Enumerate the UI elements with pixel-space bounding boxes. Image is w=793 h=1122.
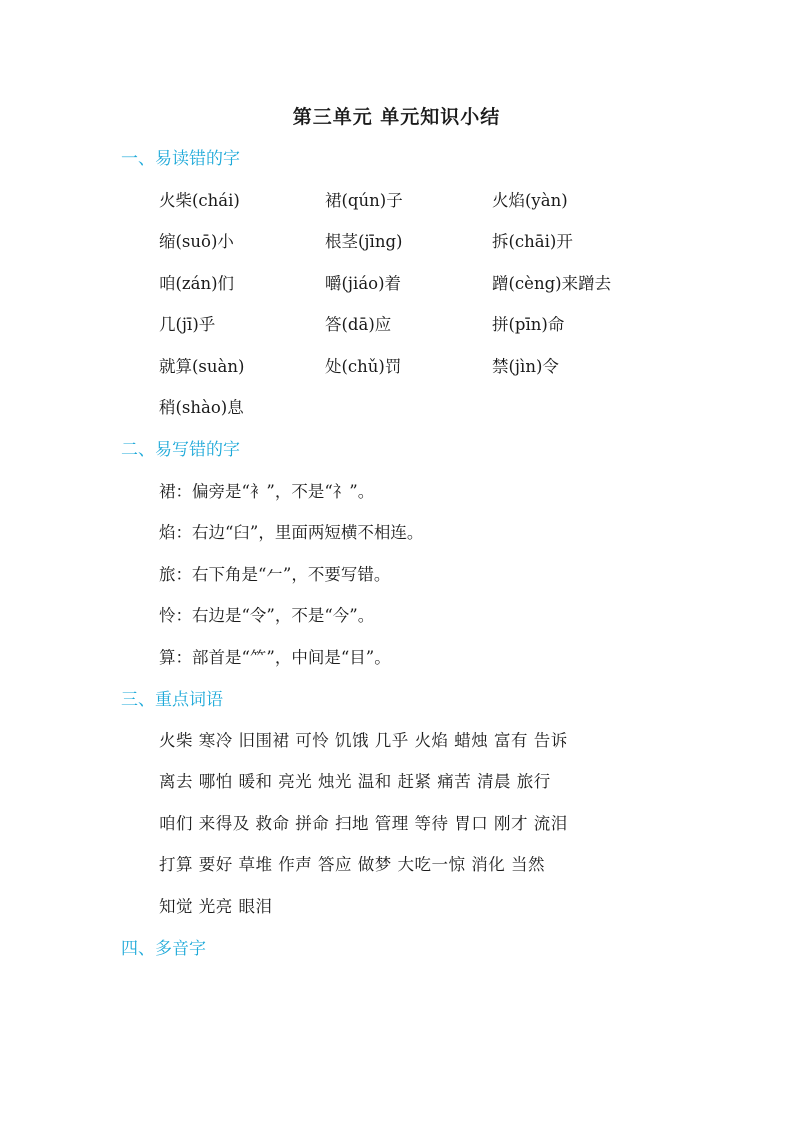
pinyin-item: 蹭(cèng)来蹭去 xyxy=(492,274,612,293)
pinyin-row xyxy=(159,271,719,297)
pinyin-item: 稍(shào)息 xyxy=(159,398,244,417)
word-list-line: 咱们 来得及 救命 拼命 扫地 管理 等待 胃口 刚才 流泪 xyxy=(159,814,568,833)
pinyin-row xyxy=(159,188,719,214)
section-heading-key-words: 三、重点词语 xyxy=(121,690,223,710)
section-heading-polyphonic: 四、多音字 xyxy=(121,939,206,959)
pinyin-item: 嚼(jiáo)着 xyxy=(325,274,402,293)
pinyin-item: 答(dā)应 xyxy=(325,315,392,334)
section-heading-miswritten: 二、易写错的字 xyxy=(121,440,240,460)
pinyin-item: 拆(chāi)开 xyxy=(492,232,573,251)
pinyin-item: 就算(suàn) xyxy=(159,357,245,376)
word-list-line: 知觉 光亮 眼泪 xyxy=(159,897,273,916)
word-list-line: 火柴 寒冷 旧围裙 可怜 饥饿 几乎 火焰 蜡烛 富有 告诉 xyxy=(159,731,568,750)
word-list-line: 离去 哪怕 暖和 亮光 烛光 温和 赶紧 痛苦 清晨 旅行 xyxy=(159,772,551,791)
page-title: 第三单元 单元知识小结 xyxy=(292,106,501,128)
pinyin-item: 拼(pīn)命 xyxy=(492,315,565,334)
pinyin-item: 火柴(chái) xyxy=(159,191,240,210)
pinyin-row xyxy=(159,312,719,338)
writing-note: 焰：右边“臼”，里面两短横不相连。 xyxy=(159,523,424,542)
pinyin-item: 咱(zán)们 xyxy=(159,274,235,293)
pinyin-item: 裙(qún)子 xyxy=(325,191,403,210)
pinyin-row xyxy=(159,354,719,380)
pinyin-item: 处(chǔ)罚 xyxy=(325,357,402,376)
writing-note: 算：部首是“⺮”，中间是“目”。 xyxy=(159,648,391,667)
writing-note: 裙：偏旁是“衤”，不是“礻”。 xyxy=(159,482,375,501)
pinyin-item: 火焰(yàn) xyxy=(492,191,568,210)
writing-note: 怜：右边是“令”，不是“今”。 xyxy=(159,606,375,625)
word-list-line: 打算 要好 草堆 作声 答应 做梦 大吃一惊 消化 当然 xyxy=(159,855,545,874)
pinyin-item: 根茎(jīng) xyxy=(325,232,403,251)
writing-note: 旅：右下角是“𠂉”，不要写错。 xyxy=(159,565,391,584)
pinyin-row xyxy=(159,395,719,421)
section-heading-misread: 一、易读错的字 xyxy=(121,149,240,169)
pinyin-item: 禁(jìn)令 xyxy=(492,357,559,376)
pinyin-item: 缩(suō)小 xyxy=(159,232,234,251)
pinyin-row xyxy=(159,229,719,255)
pinyin-item: 几(jī)乎 xyxy=(159,315,216,334)
